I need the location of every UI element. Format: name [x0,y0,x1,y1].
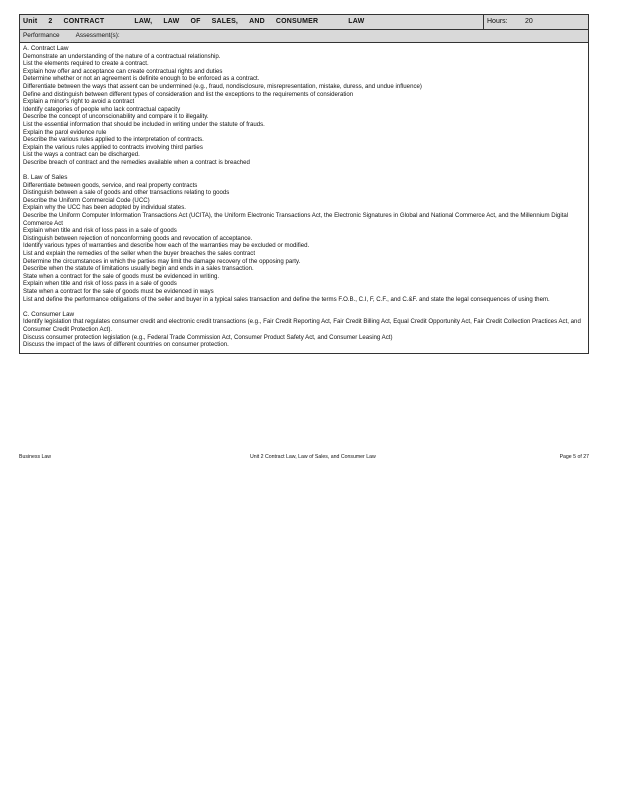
section-title: B. Law of Sales [23,174,68,182]
objective-line: State when a contract for the sale of goods must be evidenced in writing. [23,272,220,280]
assessments-label: Assessment(s): [75,32,120,39]
objective-line: List and explain the remedies of the seller when the buyer breaches the sales contract [23,250,256,258]
unit-title-word: LAW [163,18,180,25]
objective-line: Explain when title and risk of loss pass in a sale of goods [23,280,177,288]
document-page [19,14,589,354]
section-title: C. Consumer Law [23,310,75,318]
unit-title-word: LAW, [134,18,153,25]
section-consumer-law [23,311,585,349]
objective-line: Distinguish between a sale of goods and other transactions relating to goods [23,189,230,197]
unit-title-word: OF [190,18,201,25]
objective-line: Identify various types of warranties and describe how each of the warranties may be excluded or modified. [23,242,310,250]
objective-line: Explain why the UCC has been adopted by individual states. [23,204,186,212]
objective-line: Explain when title and risk of loss pass in a sale of goods [23,227,177,235]
unit-title-word: CONSUMER [275,18,319,25]
hours-cell [483,15,588,29]
unit-title-word: AND [249,18,265,25]
footer-course: Business Law [19,454,52,460]
objective-line: Identify categories of people who lack contractual capacity [23,105,181,113]
objective-line: List the essential information that should be included in writing under the statute of frauds. [23,120,265,128]
section-contract-law [23,45,585,167]
page-footer [19,454,589,460]
objective-line: Explain the various rules applied to contracts involving third parties [23,143,203,151]
objective-line: Differentiate between goods, service, and real property contracts [23,181,198,189]
objective-line: Demonstrate an understanding of the nature of a contractual relationship. [23,52,221,60]
objective-line: State when a contract for the sale of goods must be evidenced in ways [23,288,214,295]
objective-line: Identify legislation that regulates consumer credit and electronic credit transactions (e.g., Fair Credit Reporting Act, Fair Credit Billing Act, Equal Credit Opportunity Act, Fair Credit Collection Practices Act, and Consumer Credit Protection Act). [23,318,581,333]
objective-line: Discuss the impact of the laws of different countries on consumer protection. [23,341,229,349]
section-spacer [23,303,585,311]
objective-line: Explain the parol evidence rule [23,128,107,136]
objective-line: Describe the various rules applied to the interpretation of contracts. [23,136,204,144]
objective-line: Distinguish between rejection of nonconforming goods and revocation of acceptance. [23,234,253,242]
objective-line: List and define the performance obligations of the seller and buyer in a typical sales transaction and define the terms F.O.B., C.I, F, C.F., and C.&F. and state the legal consequences of using them. [23,295,550,303]
objective-line: Discuss consumer protection legislation (e.g., Federal Trade Commission Act, Consumer Product Safety Act, and Consumer Leasing Act) [23,333,393,341]
objective-line: Differentiate between the ways that assent can be undermined (e.g., fraud, nondisclosure, misrepresentation, mistake, duress, and undue influence) [23,82,422,90]
footer-page-number: Page 5 of 27 [559,454,589,460]
objective-line: List the elements required to create a contract. [23,60,149,68]
objective-line: Explain how offer and acceptance can create contractual rights and duties [23,67,223,75]
objective-line: Describe breach of contract and the remedies available when a contract is breached [23,158,250,166]
hours-value: 20 [525,18,533,25]
objective-line: Explain a minor's right to avoid a contract [23,98,135,106]
objective-line: Describe when the statute of limitations usually begin and ends in a sales transaction. [23,265,254,273]
unit-header [19,14,589,43]
section-title: A. Contract Law [23,45,69,52]
performance-label: Performance [23,32,60,39]
objective-line: Describe the concept of unconscionability and compare it to illegality. [23,113,209,121]
unit-title-word: LAW [348,18,365,25]
objective-line: List the ways a contract can be discharged. [23,151,140,159]
header-row [20,15,588,30]
unit-title-word: SALES, [211,18,239,25]
objective-line: Describe the Uniform Computer Information Transactions Act (UCITA), the Uniform Electronic Transactions Act, the Electronic Signatures in Global and National Commerce Act, and the Millennium Digital Commerce Act [23,212,569,227]
unit-title-word: CONTRACT [63,18,105,25]
objective-line: Define and distinguish between different types of consideration and list the exceptions to the requirements of consideration [23,90,354,98]
objective-line: Describe the Uniform Commercial Code (UCC) [23,196,150,204]
section-spacer [23,167,585,175]
unit-title-word: Unit [23,18,38,25]
hours-label: Hours: [487,18,508,25]
footer-unit: Unit 2 Contract Law, Law of Sales, and Consumer Law [250,454,376,460]
section-law-of-sales [23,174,585,303]
unit-title [20,15,483,29]
assessment-row [20,30,588,42]
objective-line: Determine the circumstances in which the parties may limit the damage recovery of the opposing party. [23,257,301,265]
objective-line: Determine whether or not an agreement is definite enough to be enforced as a contract. [23,75,260,83]
unit-title-word: 2 [48,18,53,25]
objectives-content [19,43,589,354]
